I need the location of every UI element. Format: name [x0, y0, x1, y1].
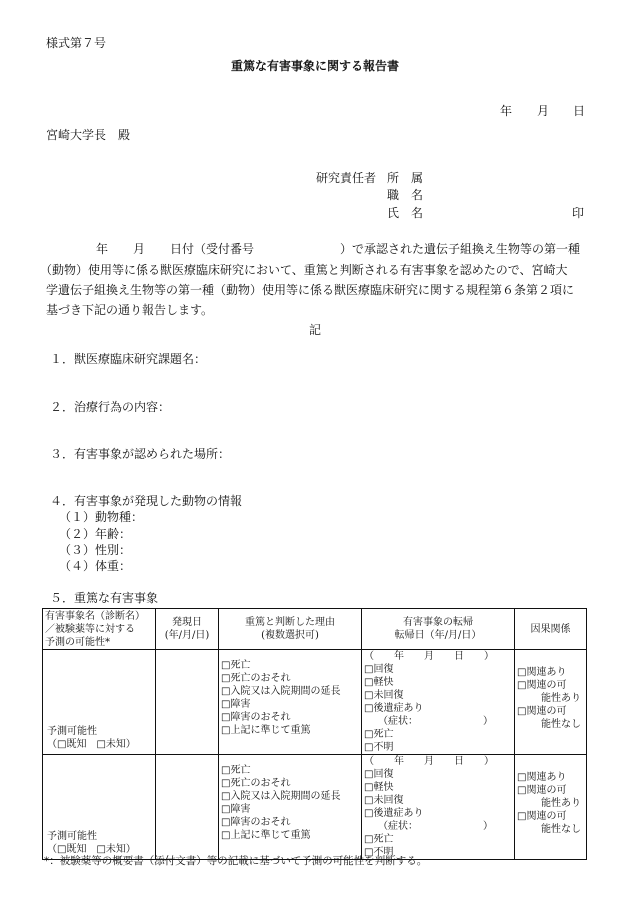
causality-possibly-related-checkbox[interactable]: □関連の可: [517, 785, 567, 796]
body-line4: 基づき下記の通り報告します。: [46, 303, 214, 317]
reason-disability-checkbox[interactable]: □障害: [221, 699, 251, 710]
item-location: ３．有害事象が認められた場所：: [50, 447, 231, 461]
table-row: [43, 650, 587, 755]
reason-equivalent-checkbox[interactable]: □上記に準じて重篤: [221, 830, 311, 841]
predictability: 予測可能性 （□既知 □未知）: [47, 726, 136, 750]
outcome-symptom-field[interactable]: （症状： ）: [378, 716, 493, 727]
causality-possibly-unrelated-checkbox[interactable]: □関連の可: [517, 811, 567, 822]
outcome-improved-checkbox[interactable]: □軽快: [364, 677, 394, 688]
outcome-unrecovered-checkbox[interactable]: □未回復: [364, 795, 404, 806]
outcome-sequelae-checkbox[interactable]: □後遺症あり: [364, 703, 424, 714]
outcome-cell: [362, 650, 515, 755]
body-approval: ）で承認された遺伝子組換え生物等の第一種: [340, 242, 581, 256]
footnote: *：被験薬等の概要書（添付文書）等の記載に基づいて予測の可能性を判断する。: [44, 855, 428, 867]
causality-cell: □関連あり □関連の可 能性あり □関連の可 能性なし: [515, 755, 587, 860]
reporter-name: 氏 名: [387, 206, 424, 220]
outcome-unrecovered-checkbox[interactable]: □未回復: [364, 690, 404, 701]
outcome-improved-checkbox[interactable]: □軽快: [364, 782, 394, 793]
reason-disability-risk-checkbox[interactable]: □障害のおそれ: [221, 817, 291, 828]
date-year: 年: [500, 104, 513, 118]
header-serious-reason: 重篤と判断した理由 (複数選択可): [219, 609, 362, 650]
reporter-affiliation: 所 属: [387, 171, 424, 185]
item-animal-info: ４．有害事象が発現した動物の情報: [50, 494, 243, 508]
header-onset-date: 発現日 (年/月/日): [156, 609, 219, 650]
body-year: 年: [96, 242, 109, 256]
predictability-checkboxes[interactable]: （□既知 □未知）: [47, 739, 136, 750]
body-line2: （動物）使用等に係る獣医療臨床研究において、重篤と判断される有害事象を認めたので、宮崎大: [40, 263, 568, 277]
reason-death-checkbox[interactable]: □死亡: [221, 660, 251, 671]
outcome-unknown-checkbox[interactable]: □不明: [364, 847, 394, 858]
reason-death-risk-checkbox[interactable]: □死亡のおそれ: [221, 673, 291, 684]
outcome-recovered-checkbox[interactable]: □回復: [364, 769, 394, 780]
outcome-sequelae-checkbox[interactable]: □後遺症あり: [364, 808, 424, 819]
reason-cell: [219, 650, 362, 755]
item-treatment: ２．治療行為の内容：: [50, 400, 171, 414]
causality-related-checkbox[interactable]: □関連あり: [517, 772, 567, 783]
predictability: 予測可能性 （□既知 □未知）: [47, 831, 136, 855]
outcome-cell: [362, 755, 515, 860]
addressee: 宮崎大学長 殿: [46, 128, 131, 142]
seal-mark: 印: [572, 206, 585, 220]
outcome-recovered-checkbox[interactable]: □回復: [364, 664, 394, 675]
reason-hospitalization-checkbox[interactable]: □入院又は入院期間の延長: [221, 686, 341, 697]
causality-possibly-unrelated-checkbox[interactable]: □関連の可: [517, 706, 567, 717]
animal-sex: （３）性別：: [59, 543, 132, 557]
onset-date-cell[interactable]: [156, 650, 219, 755]
animal-age: （２）年齢：: [59, 527, 132, 541]
reason-death-risk-checkbox[interactable]: □死亡のおそれ: [221, 778, 291, 789]
animal-weight: （４）体重：: [59, 559, 132, 573]
header-event-name: 有害事象名（診断名） ／被験薬等に対する 予測の可能性*: [43, 609, 156, 650]
body-month: 月: [133, 242, 146, 256]
outcome-unknown-checkbox[interactable]: □不明: [364, 742, 394, 753]
reason-disability-risk-checkbox[interactable]: □障害のおそれ: [221, 712, 291, 723]
adverse-event-table: [42, 608, 587, 860]
causality-cell: □関連あり □関連の可 能性あり □関連の可 能性なし: [515, 650, 587, 755]
form-number: 様式第７号: [46, 36, 107, 50]
item-serious-events: ５．重篤な有害事象: [50, 591, 159, 605]
causality-possibly-related-checkbox[interactable]: □関連の可: [517, 680, 567, 691]
date-month: 月: [537, 104, 550, 118]
reason-hospitalization-checkbox[interactable]: □入院又は入院期間の延長: [221, 791, 341, 802]
reason-cell: [219, 755, 362, 860]
reporter-position: 職 名: [387, 188, 424, 202]
date-day: 日: [573, 104, 586, 118]
outcome-death-checkbox[interactable]: □死亡: [364, 834, 394, 845]
onset-date-cell[interactable]: [156, 755, 219, 860]
predictability-checkboxes[interactable]: （□既知 □未知）: [47, 844, 136, 855]
header-causality: 因果関係: [515, 609, 587, 650]
outcome-symptom-field[interactable]: （症状： ）: [378, 821, 493, 832]
outcome-date[interactable]: （ 年 月 日 ）: [364, 651, 494, 662]
header-outcome: 有害事象の転帰 転帰日（年/月/日）: [362, 609, 515, 650]
event-name-cell[interactable]: [43, 755, 156, 860]
body-line3: 学遺伝子組換え生物等の第一種（動物）使用等に係る獣医療臨床研究に関する規程第６条第２項に: [46, 283, 575, 297]
ki-mark: 記: [309, 323, 322, 337]
event-name-cell[interactable]: [43, 650, 156, 755]
table-row: [43, 755, 587, 860]
item-research-title: １．獣医療臨床研究課題名：: [50, 352, 207, 366]
table-header-row: [43, 609, 587, 650]
causality-related-checkbox[interactable]: □関連あり: [517, 667, 567, 678]
animal-species: （１）動物種：: [59, 510, 144, 524]
reason-equivalent-checkbox[interactable]: □上記に準じて重篤: [221, 725, 311, 736]
reason-death-checkbox[interactable]: □死亡: [221, 765, 251, 776]
reporter-role: 研究責任者: [316, 171, 377, 185]
body-receipt: 日付（受付番号: [170, 242, 255, 256]
outcome-date[interactable]: （ 年 月 日 ）: [364, 756, 494, 767]
outcome-death-checkbox[interactable]: □死亡: [364, 729, 394, 740]
page-title: 重篤な有害事象に関する報告書: [230, 59, 399, 73]
reason-disability-checkbox[interactable]: □障害: [221, 804, 251, 815]
